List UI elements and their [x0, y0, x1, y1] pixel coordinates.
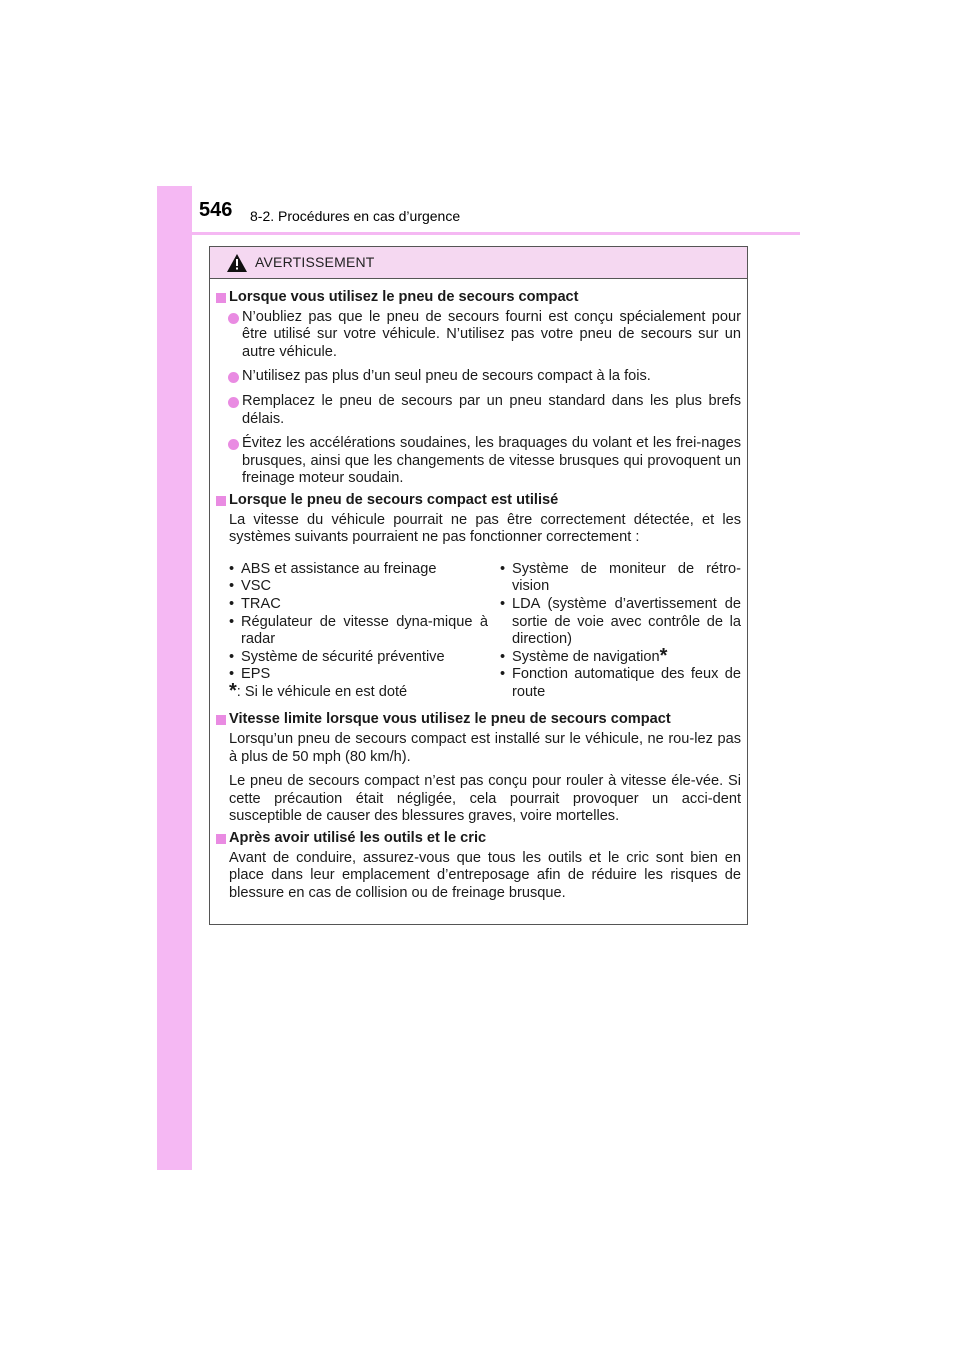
section-heading: Vitesse limite lorsque vous utilisez le pneu de secours compact	[215, 711, 741, 729]
systems-left-column	[229, 561, 488, 702]
paragraph: Lorsqu’un pneu de secours compact est installé sur le véhicule, ne rou-lez pas à plus de 50 mph (80 km/h).	[229, 731, 741, 765]
footnote-text: : Si le véhicule en est doté	[236, 683, 408, 700]
dot-bullet-icon	[228, 313, 239, 324]
square-bullet-icon	[216, 715, 226, 725]
list-item: Évitez les accélérations soudaines, les braquages du volant et les frei-nages brusques, ainsi que les changements de vitesse brusques qui provoquent un freinage moteur soudain.	[215, 435, 741, 488]
list-item: • TRAC	[229, 596, 488, 614]
warning-box	[209, 246, 748, 925]
list-item: • Système de sécurité préventive	[229, 649, 488, 667]
paragraph: La vitesse du véhicule pourrait ne pas être correctement détectée, et les systèmes suivants pourraient ne pas fonctionner correctement :	[229, 511, 741, 546]
chapter-side-tab	[157, 186, 192, 1170]
warning-header	[210, 247, 747, 279]
systems-right-column	[500, 561, 741, 702]
list-item: • LDA (système d’avertissement de sortie de voie avec contrôle de la direction)	[500, 596, 741, 649]
section-title: 8-2. Procédures en cas d’urgence	[250, 208, 461, 224]
paragraph: Avant de conduire, assurez-vous que tous les outils et le cric sont bien en place dans leur emplacement d’entreposage afin de réduire les risques de blessure en cas de collision ou de freinage brusque.	[229, 849, 741, 901]
list-item: • Fonction automatique des feux de route	[500, 666, 741, 701]
square-bullet-icon	[216, 834, 226, 844]
dot-bullet-icon	[228, 397, 239, 408]
square-bullet-icon	[216, 496, 226, 506]
footnote-marker: *	[229, 679, 237, 702]
warning-triangle-icon	[227, 254, 247, 272]
paragraph: Le pneu de secours compact n’est pas conçu pour rouler à vitesse éle-vée. Si cette précaution était négligée, cela pourrait provoquer un acci-dent susceptible de causer des blessures graves, voire mortelles.	[229, 773, 741, 825]
list-item: N’oubliez pas que le pneu de secours fourni est conçu spécialement pour être utilisé sur votre véhicule. N’utilisez pas votre pneu de secours sur un autre véhicule.	[215, 309, 741, 362]
dot-bullet-icon	[228, 439, 239, 450]
warning-content	[210, 279, 747, 902]
header-rule	[157, 232, 800, 235]
warning-title: AVERTISSEMENT	[255, 254, 375, 270]
list-item: • VSC	[229, 578, 488, 596]
section-heading: Lorsque vous utilisez le pneu de secours compact	[215, 289, 741, 307]
square-bullet-icon	[216, 293, 226, 303]
systems-columns	[215, 561, 741, 702]
list-item: • Système de navigation*	[500, 649, 741, 667]
list-item: • EPS	[229, 666, 488, 684]
page-number: 546	[199, 199, 233, 221]
section-heading: Après avoir utilisé les outils et le cric	[215, 830, 741, 848]
dot-bullet-icon	[228, 372, 239, 383]
list-item: • Régulateur de vitesse dyna-mique à radar	[229, 614, 488, 649]
footnote	[229, 679, 488, 702]
footnote-marker: *	[659, 644, 668, 667]
list-item: N’utilisez pas plus d’un seul pneu de secours compact à la fois.	[215, 368, 741, 386]
list-item: • Système de moniteur de rétro-vision	[500, 561, 741, 596]
section-heading: Lorsque le pneu de secours compact est utilisé	[215, 492, 741, 510]
list-item: • ABS et assistance au freinage	[229, 561, 488, 579]
list-item: Remplacez le pneu de secours par un pneu standard dans les plus brefs délais.	[215, 393, 741, 428]
